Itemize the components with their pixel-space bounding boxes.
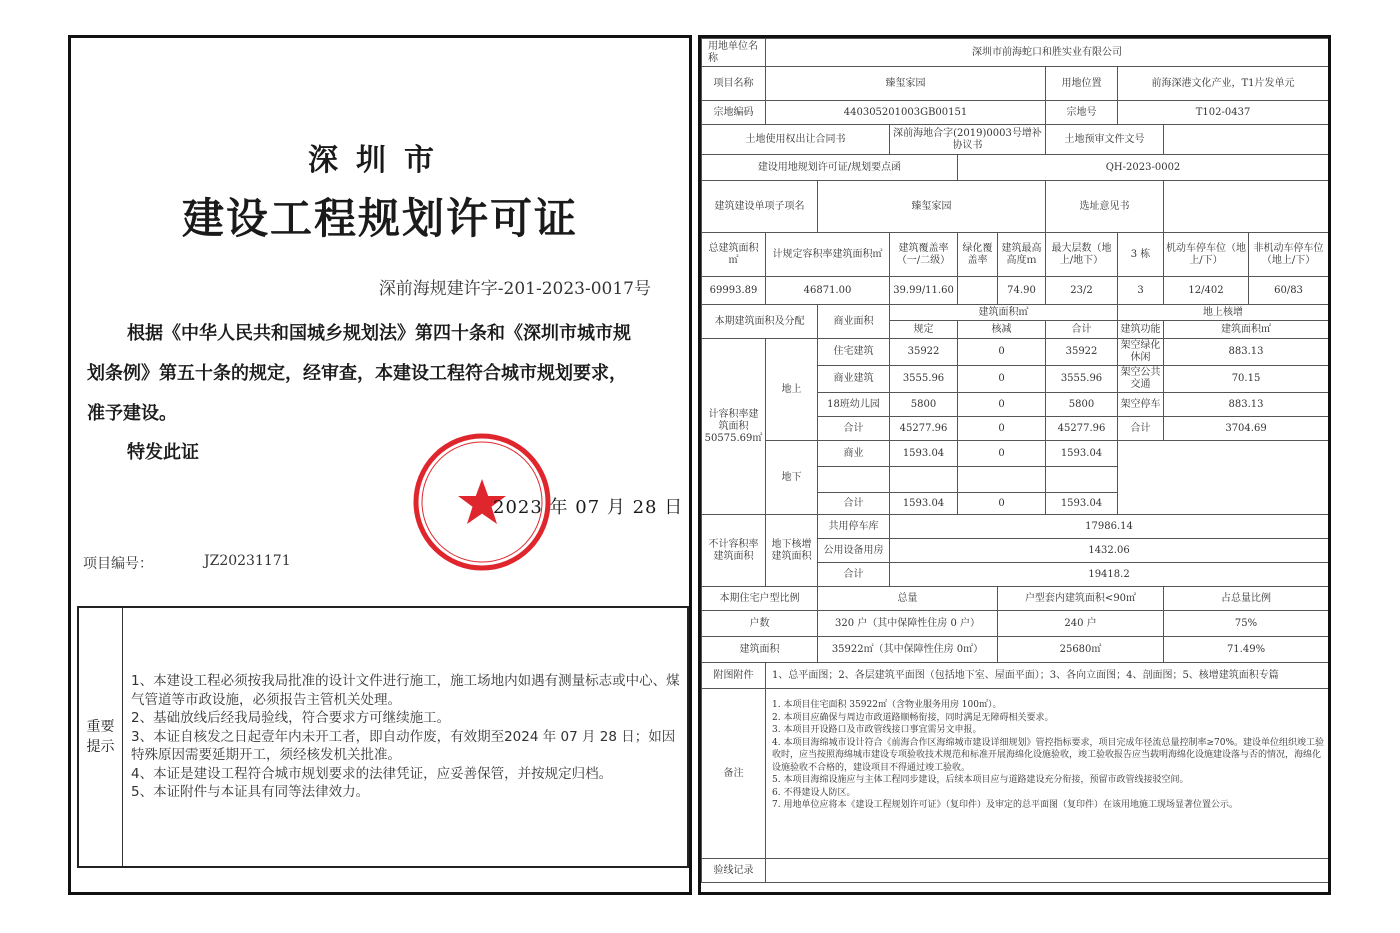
- remarks-label: 备注: [702, 689, 766, 859]
- notice-item: 4、本证是建设工程符合城市规划要求的法律凭证，应妥善保管，并按规定归档。: [131, 765, 613, 782]
- remark-item: 3. 本项目开设路口及市政管线接口事宜需另文申报。: [772, 725, 982, 735]
- remark-item: 6. 不得建设人防区。: [772, 787, 856, 798]
- parcel-code-label: 宗地编码: [702, 101, 766, 125]
- unit-header: 总量: [818, 587, 998, 611]
- table-cell: [818, 467, 890, 493]
- indicator-header: 最大层数（地上/地下）: [1046, 233, 1118, 277]
- table-cell: 883.13: [1164, 339, 1329, 366]
- annex-table: [701, 38, 1329, 883]
- applicant-label: 用地单位名称: [702, 39, 766, 67]
- table-cell: 住宅建筑: [818, 339, 890, 366]
- land-review-value: [1164, 125, 1329, 155]
- table-cell: 0: [958, 441, 1046, 467]
- far-label: 计容积率建筑面积 50575.69㎡: [702, 339, 766, 515]
- table-cell: 25680㎡: [998, 637, 1164, 663]
- notice-list: [131, 672, 683, 802]
- above-pavilion-label: 地上核增: [1118, 305, 1329, 321]
- location-label: 用地位置: [1046, 67, 1118, 101]
- site-opinion-value: [1164, 181, 1329, 233]
- table-cell: 320 户（其中保障性住房 0 户）: [818, 611, 998, 637]
- area-sub-label: 商业面积: [818, 305, 890, 339]
- table-cell: 建筑面积: [702, 637, 818, 663]
- certificate-page: [68, 35, 692, 895]
- contract-label: 土地使用权出让合同书: [702, 125, 890, 155]
- table-cell: 3555.96: [1046, 366, 1118, 393]
- project-name-label: 项目名称: [702, 67, 766, 101]
- indicator-value: 46871.00: [766, 277, 890, 305]
- table-cell: 商业建筑: [818, 366, 890, 393]
- land-review-label: 土地预审文件文号: [1046, 125, 1164, 155]
- notice-item: 1、本建设工程必须按我局批准的设计文件进行施工，施工场地内如遇有测量标志或中心、煤气管道等市政设施，必须报告主管机关处理。: [131, 673, 680, 708]
- remark-item: 4. 本项目海绵城市设计符合《前海合作区海绵城市建设详细规划》管控指标要求，项目完成年径流总量控制率≥70%。建设单位组织竣工验收时，应当按照海绵城市建设专项验收技术规范和标准开展海绵化设施验收，竣工验收报告应当载明海绵化设施建设落与否的情况，海绵化设施验收不合格的，建设项目不得通过竣工验收。: [772, 737, 1324, 773]
- parcel-no-value: T102-0437: [1118, 101, 1329, 125]
- below-label: 地下: [766, 441, 818, 515]
- indicator-value: 60/83: [1249, 277, 1329, 305]
- table-cell: 架空停车: [1118, 393, 1164, 417]
- table-cell: 70.15: [1164, 366, 1329, 393]
- table-cell: 5800: [890, 393, 958, 417]
- remark-item: 1. 本项目住宅面积 35922㎡（含物业服务用房 100㎡）。: [772, 700, 1002, 710]
- table-cell: 71.49%: [1164, 637, 1329, 663]
- nonfar-sub-label: 地下核增建筑面积: [766, 515, 818, 587]
- nonfar-label: 不计容积率建筑面积: [702, 515, 766, 587]
- table-cell-blank: [1118, 441, 1329, 515]
- remark-item: 7. 用地单位应将本《建设工程规划许可证》（复印件）及审定的总平面图（复印件）在该用地施工现场显著位置公示。: [772, 800, 1238, 810]
- land-permit-value: QH-2023-0002: [958, 155, 1329, 181]
- table-cell: 0: [958, 493, 1046, 515]
- area-header: 合计: [1046, 321, 1118, 339]
- table-cell: [958, 467, 1046, 493]
- area-section-label: 本期建筑面积及分配: [702, 305, 818, 339]
- land-permit-label: 建设用地规划许可证/规划要点函: [702, 155, 958, 181]
- inspection-label: 验线记录: [702, 859, 766, 883]
- table-cell: 5800: [1046, 393, 1118, 417]
- table-cell: 0: [958, 417, 1046, 441]
- area-header: 规定: [890, 321, 958, 339]
- parcel-no-label: 宗地号: [1046, 101, 1118, 125]
- indicator-value: 74.90: [998, 277, 1046, 305]
- table-cell: 架空公共交通: [1118, 366, 1164, 393]
- table-cell: 1593.04: [890, 441, 958, 467]
- unit-header: 户型套内建筑面积<90㎡: [998, 587, 1164, 611]
- project-number-label: 项目编号：: [83, 556, 153, 572]
- parcel-code-value: 440305201003GB00151: [766, 101, 1046, 125]
- indicator-header: 计规定容积率建筑面积㎡: [766, 233, 890, 277]
- table-cell: 共用停车库: [818, 515, 890, 539]
- table-cell: 19418.2: [890, 563, 1329, 587]
- area-header: 建筑面积㎡: [1164, 321, 1329, 339]
- table-cell: 户数: [702, 611, 818, 637]
- certificate-body: 根据《中华人民共和国城乡规划法》第四十条和《深圳市城市规划条例》第五十条的规定，经审查，本建设工程符合城市规划要求，准予建设。: [87, 323, 631, 424]
- table-cell: 0: [958, 339, 1046, 366]
- indicator-header: 非机动车停车位（地上/下）: [1249, 233, 1329, 277]
- table-cell: 架空绿化休闲: [1118, 339, 1164, 366]
- attachments-label: 附图附件: [702, 663, 766, 689]
- table-cell: 商业: [818, 441, 890, 467]
- site-opinion-label: 选址意见书: [1046, 181, 1164, 233]
- remarks-list: [766, 689, 1329, 859]
- table-cell: 75%: [1164, 611, 1329, 637]
- unit-ratio-label: 本期住宅户型比例: [702, 587, 818, 611]
- table-cell: 1593.04: [1046, 441, 1118, 467]
- notice-box: [77, 606, 689, 868]
- indicator-value: 23/2: [1046, 277, 1118, 305]
- table-cell: 合计: [1118, 417, 1164, 441]
- attachments-value: 1、总平面图；2、各层建筑平面图（包括地下室、屋面平面）；3、各向立面图；4、剖面图；5、核增建筑面积专篇: [766, 663, 1329, 689]
- location-value: 前海深港文化产业，T1片发单元: [1118, 67, 1329, 101]
- certificate-special: 特发此证: [127, 442, 199, 463]
- certificate-title: 建设工程规划许可证: [181, 194, 578, 243]
- remark-item: 5. 本项目海绵设施应与主体工程同步建设，后续本项目应与道路建设充分衔接，预留市政管线接驳空间。: [772, 775, 1189, 785]
- project-name-value: 臻玺家园: [766, 67, 1046, 101]
- table-cell: 18班幼儿园: [818, 393, 890, 417]
- indicator-header: 总建筑面积㎡: [702, 233, 766, 277]
- table-cell: 35922: [1046, 339, 1118, 366]
- table-cell: 0: [958, 393, 1046, 417]
- annex-page: [698, 35, 1331, 895]
- table-cell: [890, 467, 958, 493]
- indicator-value: 69993.89: [702, 277, 766, 305]
- subproject-label: 建筑建设单项子项名: [702, 181, 818, 233]
- remark-item: 2. 本项目应确保与周边市政道路顺畅衔接，同时满足无障碍相关要求。: [772, 712, 1054, 723]
- subproject-value: 臻玺家园: [818, 181, 1046, 233]
- table-cell: 17986.14: [890, 515, 1329, 539]
- table-cell: 1593.04: [1046, 493, 1118, 515]
- contract-value: 深前海地合字(2019)0003号增补协议书: [890, 125, 1046, 155]
- area-header: 核减: [958, 321, 1046, 339]
- indicator-header: 建筑最高高度ｍ: [998, 233, 1046, 277]
- notice-item: 5、本证附件与本证具有同等法律效力。: [131, 784, 370, 800]
- table-cell: 3555.96: [890, 366, 958, 393]
- table-cell: 240 户: [998, 611, 1164, 637]
- indicator-value: 3: [1118, 277, 1164, 305]
- unit-header: 占总量比例: [1164, 587, 1329, 611]
- certificate-number: 深前海规建许字-201-2023-0017号: [378, 279, 651, 299]
- table-cell: 合计: [818, 417, 890, 441]
- table-cell: 0: [958, 366, 1046, 393]
- table-cell: 35922㎡（其中保障性住房 0㎡）: [818, 637, 998, 663]
- indicator-header: 机动车停车位（地上/下）: [1164, 233, 1249, 277]
- notice-item: 3、本证自核发之日起壹年内未开工者，即自动作废，有效期至2024 年 07 月 28 日；如因特殊原因需要延期开工，须经核发机关批准。: [131, 728, 676, 763]
- table-cell: 合计: [818, 493, 890, 515]
- indicator-value: 39.99/11.60: [890, 277, 958, 305]
- table-cell: 3704.69: [1164, 417, 1329, 441]
- table-cell: [1046, 467, 1118, 493]
- certificate-city: 深圳市: [308, 143, 452, 178]
- table-cell: 883.13: [1164, 393, 1329, 417]
- indicator-header: 绿化覆盖率: [958, 233, 998, 277]
- indicator-header: 建筑覆盖率（一/二级）: [890, 233, 958, 277]
- table-cell: 1432.06: [890, 539, 1329, 563]
- applicant-value: 深圳市前海蛇口和胜实业有限公司: [766, 39, 1329, 67]
- project-number: JZ20231171: [204, 553, 291, 569]
- notice-item: 2、基础放线后经我局验线，符合要求方可继续施工。: [131, 710, 451, 726]
- indicator-value: [958, 277, 998, 305]
- area-group-label: 建筑面积㎡: [890, 305, 1118, 321]
- table-cell: 合计: [818, 563, 890, 587]
- indicator-value: 12/402: [1164, 277, 1249, 305]
- issue-date: 2023 年 07 月 28 日: [493, 497, 684, 518]
- above-label: 地上: [766, 339, 818, 441]
- area-header: 建筑功能: [1118, 321, 1164, 339]
- inspection-value: [766, 859, 1329, 883]
- table-cell: 公用设备用房: [818, 539, 890, 563]
- table-cell: 1593.04: [890, 493, 958, 515]
- table-cell: 45277.96: [890, 417, 958, 441]
- table-cell: 45277.96: [1046, 417, 1118, 441]
- indicator-header: 3 栋: [1118, 233, 1164, 277]
- notice-label: 重要提示: [79, 608, 123, 866]
- table-cell: 35922: [890, 339, 958, 366]
